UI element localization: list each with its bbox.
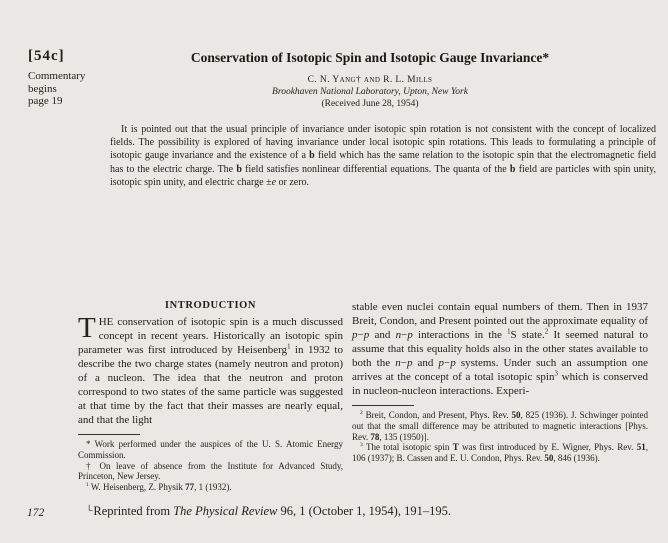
margin-note-line: begins <box>28 82 57 95</box>
right-paragraph: stable even nuclei contain equal numbers of them. Then in 1937 Breit, Condon, and Present pointed out the approximate equality of p−p and n−p interactions in the $^1$S state.$^2$ It seemed natural to assume that this equality holds also in the other states available to both the n−p and p−p systems. Under such an assumption one arrives at the concept of a total isotopic spin$^3$ which is conserved in nucleon-nucleon interactions. Experi- <box>352 301 649 397</box>
abstract: It is pointed out that the usual principle of invariance under isotopic spin rotation is not consistent with the concept of localized fields. The possibility is explored of having invariance under local isotopic spin rotations. This leads to formulating a principle of isotopic gauge invariance and the existence of a b field which has the same relation to the isotopic spin that the electromagnetic field has to the electric charge. The b field satisfies nonlinear differential equations. The quanta of the b field are particles with spin unity, isotopic spin unity, and electric charge ±e or zero. <box>110 124 657 188</box>
footnote-rule-right <box>352 405 414 406</box>
footnote-rule-left <box>78 434 140 435</box>
paper-title: Conservation of Isotopic Spin and Isotopic Gauge Invariance* <box>190 50 550 65</box>
footnote-heisenberg: $^1$ W. Heisenberg, Z. Physik 77, 1 (1932). <box>86 482 232 493</box>
footnote-breit: $^2$ Breit, Condon, and Present, Phys. Rev. 50, 825 (1936). J. Schwinger pointed out that the small difference may be attributed to magnetic interactions [Phys. Rev. 78, 135 (1950)]. <box>352 410 648 442</box>
margin-note-line: Commentary <box>28 70 86 82</box>
reprint-line-text: Reprinted from The Physical Review 96, 1 (October 1, 1954), 191–195. <box>93 504 451 518</box>
received-date-line: (Received June 28, 1954) <box>321 99 419 109</box>
entry-tag: [54c] <box>28 48 65 64</box>
intro-paragraph <box>78 312 343 427</box>
dropcap: T <box>78 312 96 344</box>
left-column <box>78 300 343 493</box>
footnote-work: * Work performed under the auspices of the U. S. Atomic Energy Commission. <box>78 439 343 460</box>
page-number: 172 <box>27 507 45 519</box>
right-column <box>352 300 648 493</box>
corner-mark-icon: └ <box>86 505 93 515</box>
footnote-wigner: $^3$ The total isotopic spin T was first introduced by E. Wigner, Phys. Rev. 51, 106 (1937); B. Cassen and E. U. Condon, Phys. Rev. 50, 846 (1936). <box>352 442 648 464</box>
two-column-body <box>78 300 648 493</box>
affiliation-line: Brookhaven National Laboratory, Upton, New York <box>272 87 468 97</box>
margin-note-line: page 19 <box>28 95 63 107</box>
intro-paragraph-text: HE conservation of isotopic spin is a much discussed concept in recent years. Historically an isotopic spin parameter was first introduced by Heisenberg$^1$ in 1932 to describe the two charge states (namely neutron and proton) of a nucleon. The idea that the neutron and proton correspond to two states of the same particle was suggested at that time by the fact that their masses are nearly equal, and that the light <box>78 316 343 426</box>
reprint-line <box>86 504 451 519</box>
paper-header <box>90 50 650 109</box>
footnote-leave: † On leave of absence from the Institute for Advanced Study, Princeton, New Jersey. <box>78 460 343 482</box>
margin-note <box>28 48 98 108</box>
authors-line: C. N. Yang† and R. L. Mills <box>307 75 433 85</box>
section-heading-introduction: INTRODUCTION <box>164 300 257 311</box>
